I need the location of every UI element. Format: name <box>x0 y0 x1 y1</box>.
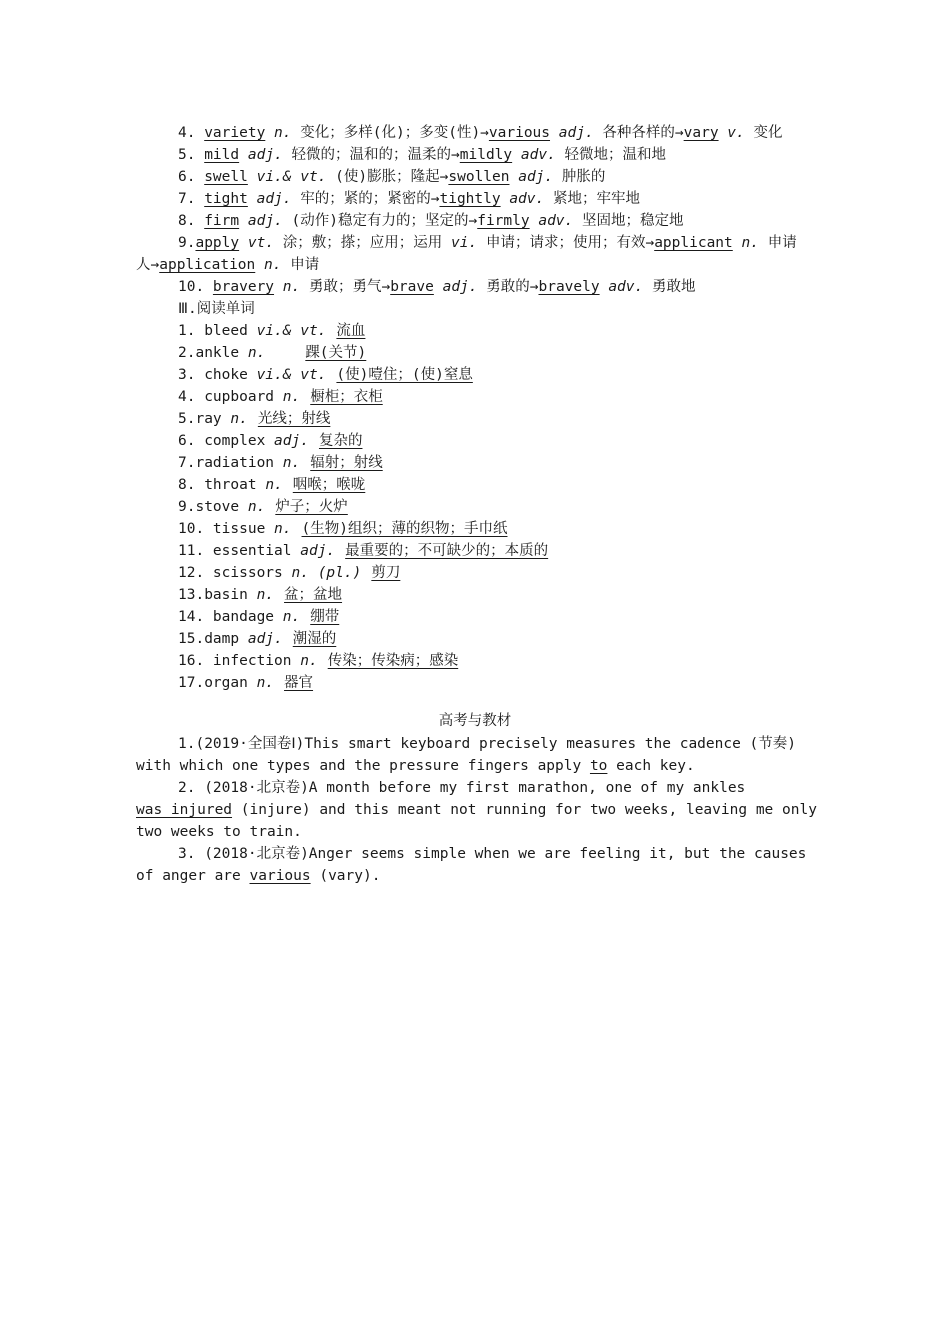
exam-item-3-line-1: 3. (2018·北京卷)Anger seems simple when we are feeling it, but the causes <box>178 846 807 862</box>
exam-item-2-line-3: two weeks to train. <box>136 824 302 840</box>
exam-item-1-line-1: 1.(2019·全国卷Ⅰ)This smart keyboard precisely measures the cadence (节奏) <box>178 736 797 752</box>
reading-item: 6. complex adj. 复杂的 <box>178 433 363 449</box>
exam-section-title: 高考与教材 <box>438 713 512 729</box>
reading-item: 13.basin n. 盆；盆地 <box>178 587 343 603</box>
derivative-item-4: 4. variety n. 变化；多样(化)；多变(性)→various adj. 各种各样的→vary v. 变化 <box>178 125 783 141</box>
exam-item-1-line-2: with which one types and the pressure fingers apply to each key. <box>136 758 695 774</box>
reading-item: 14. bandage n. 绷带 <box>178 609 340 625</box>
exam-item-2-line-1: 2. (2018·北京卷)A month before my first marathon, one of my ankles <box>178 780 746 796</box>
reading-item: 7.radiation n. 辐射；射线 <box>178 455 383 471</box>
derivative-item-6: 6. swell vi.& vt. (使)膨胀；隆起→swollen adj. 肿胀的 <box>178 169 606 185</box>
reading-item: 12. scissors n. (pl.) 剪刀 <box>178 565 401 581</box>
exam-item-2-line-2: was injured (injure) and this meant not running for two weeks, leaving me only <box>136 802 817 818</box>
reading-item: 16. infection n. 传染；传染病；感染 <box>178 653 459 669</box>
reading-item: 5.ray n. 光线；射线 <box>178 411 331 427</box>
reading-item: 10. tissue n. (生物)组织；薄的织物；手巾纸 <box>178 521 508 537</box>
reading-section-title: Ⅲ.阅读单词 <box>178 301 255 317</box>
derivative-item-7: 7. tight adj. 牢的；紧的；紧密的→tightly adv. 紧地；牢牢地 <box>178 191 640 207</box>
derivative-item-5: 5. mild adj. 轻微的；温和的；温柔的→mildly adv. 轻微地；温和地 <box>178 147 667 163</box>
reading-item: 8. throat n. 咽喉；喉咙 <box>178 477 366 493</box>
reading-item: 4. cupboard n. 橱柜；衣柜 <box>178 389 383 405</box>
reading-item: 15.damp adj. 潮湿的 <box>178 631 337 647</box>
derivative-item-9-continued: 人→application n. 申请 <box>136 257 320 273</box>
exam-item-3-line-2: of anger are various (vary). <box>136 868 381 884</box>
reading-item: 9.stove n. 炉子；火炉 <box>178 499 348 515</box>
derivative-item-8: 8. firm adj. (动作)稳定有力的；坚定的→firmly adv. 坚固地；稳定地 <box>178 213 684 229</box>
reading-item: 17.organ n. 器官 <box>178 675 314 691</box>
reading-item: 3. choke vi.& vt. (使)噎住；(使)窒息 <box>178 367 473 383</box>
reading-item: 11. essential adj. 最重要的；不可缺少的；本质的 <box>178 543 549 559</box>
derivative-item-9: 9.apply vt. 涂；敷；搽；应用；运用 vi. 申请；请求；使用；有效→applicant n. 申请 <box>178 235 797 251</box>
derivative-item-10: 10. bravery n. 勇敢；勇气→brave adj. 勇敢的→bravely adv. 勇敢地 <box>178 279 696 295</box>
reading-item: 1. bleed vi.& vt. 流血 <box>178 323 366 339</box>
reading-item: 2.ankle n. 踝(关节) <box>178 345 367 361</box>
